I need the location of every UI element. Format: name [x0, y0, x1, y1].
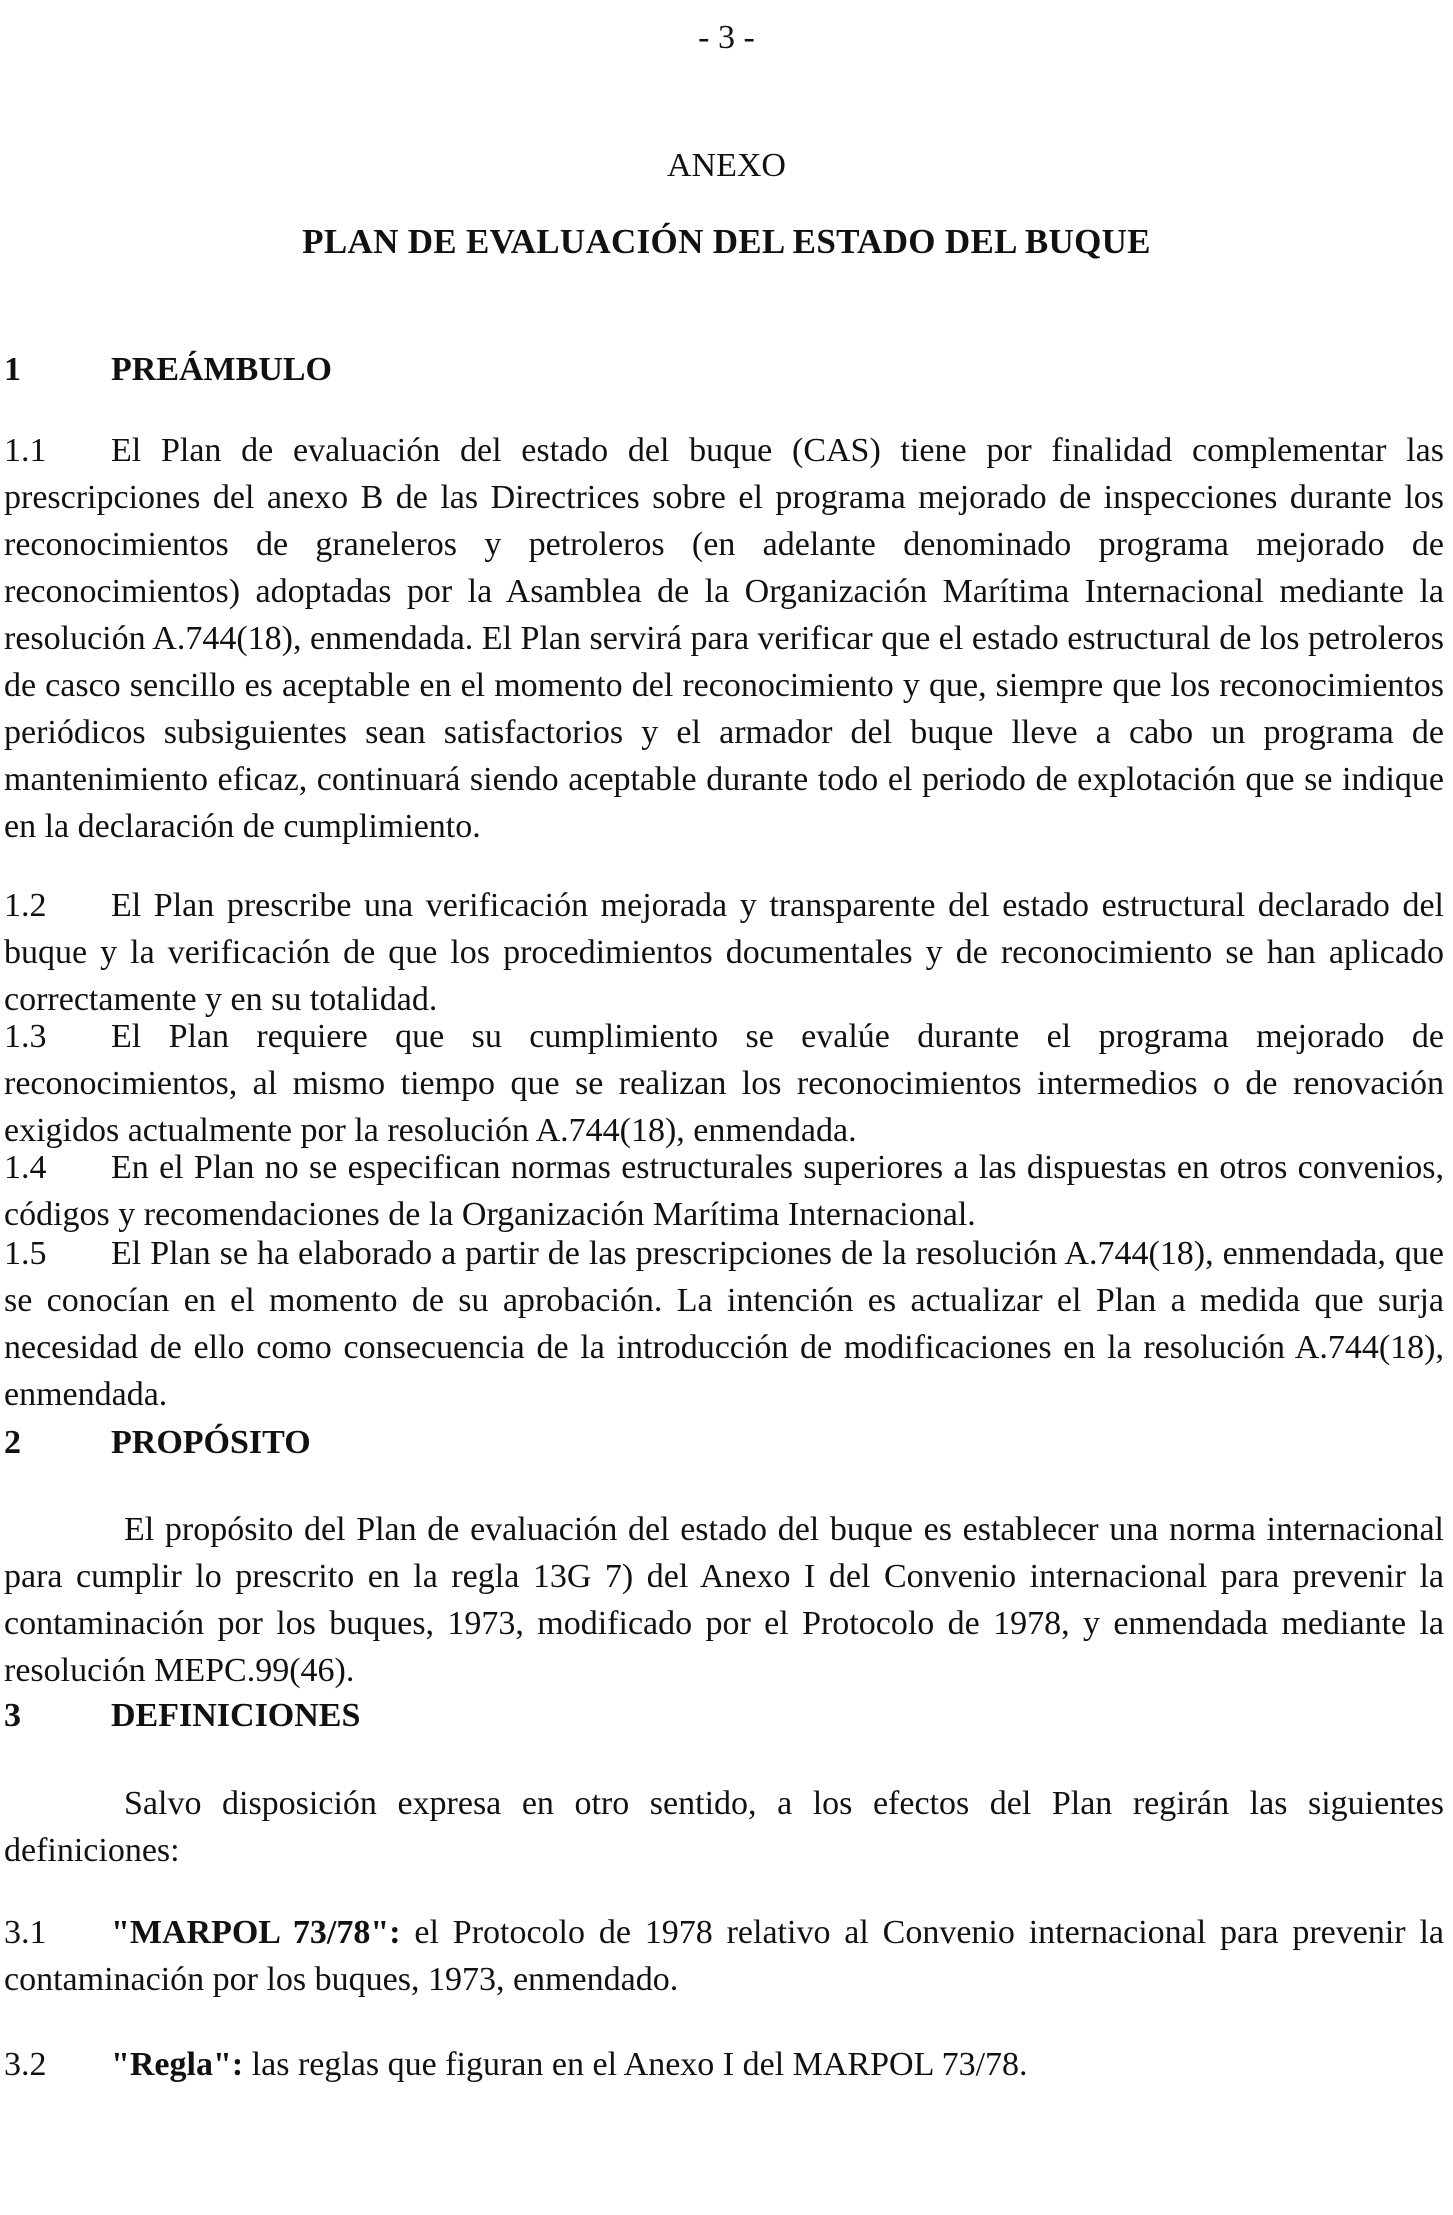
page-number: - 3 - [698, 19, 755, 56]
paragraph-number: 1.2 [4, 887, 47, 924]
paragraph-1-1 [4, 427, 1444, 850]
paragraph-text: El propósito del Plan de evaluación del estado del buque es establecer una norma internacional para cumplir lo prescrito en la regla 13G 7) del Anexo I del Convenio internacional para prevenir la contaminación por los buques, 1973, modificado por el Protocolo de 1978, y enmendada mediante la resolución MEPC.99(46). [4, 1511, 1444, 1689]
section-title: PROPÓSITO [111, 1424, 311, 1461]
definition-text: las reglas que figuran en el Anexo I del MARPOL 73/78. [251, 2046, 1028, 2083]
section-number: 1 [4, 351, 21, 388]
paragraph-number: 1.1 [4, 432, 47, 469]
paragraph-text: El Plan de evaluación del estado del buque (CAS) tiene por finalidad complementar las prescripciones del anexo B de las Directrices sobre el programa mejorado de inspecciones durante los reconocimientos de graneleros y petroleros (en adelante denominado programa mejorado de reconocimientos) adoptadas por la Asamblea de la Organización Marítima Internacional mediante la resolución A.744(18), enmendada. El Plan servirá para verificar que el estado estructural de los petroleros de casco sencillo es aceptable en el momento del reconocimiento y que, siempre que los reconocimientos periódicos subsiguientes sean satisfactorios y el armador del buque lleve a cabo un programa de mantenimiento eficaz, continuará siendo aceptable durante todo el periodo de explotación que se indique en la declaración de cumplimiento. [4, 432, 1444, 845]
paragraph-text: Salvo disposición expresa en otro sentido, a los efectos del Plan regirán las siguientes definiciones: [4, 1785, 1444, 1869]
annex-label: ANEXO [667, 147, 786, 184]
definition-term: "MARPOL 73/78": [111, 1914, 401, 1951]
paragraph-text: El Plan prescribe una verificación mejorada y transparente del estado estructural declarado del buque y la verificación de que los procedimientos documentales y de reconocimiento se han aplicado correctamente y en su totalidad. [4, 887, 1444, 1018]
paragraph-number: 1.3 [4, 1018, 47, 1055]
paragraph-number: 3.1 [4, 1914, 47, 1951]
paragraph-text: El Plan se ha elaborado a partir de las prescripciones de la resolución A.744(18), enmendada, que se conocían en el momento de su aprobación. La intención es actualizar el Plan a medida que surja necesidad de ello como consecuencia de la introducción de modificaciones en la resolución A.744(18), enmendada. [4, 1235, 1444, 1413]
paragraph-text: El Plan requiere que su cumplimiento se evalúe durante el programa mejorado de reconocimientos, al mismo tiempo que se realizan los reconocimientos intermedios o de renovación exigidos actualmente por la resolución A.744(18), enmendada. [4, 1018, 1444, 1149]
paragraph-number: 1.4 [4, 1149, 47, 1186]
section-number: 2 [4, 1424, 21, 1461]
paragraph-1-5 [4, 1230, 1444, 1418]
paragraph-1-2 [4, 882, 1444, 1023]
paragraph-text: En el Plan no se especifican normas estructurales superiores a las dispuestas en otros convenios, códigos y recomendaciones de la Organización Marítima Internacional. [4, 1149, 1444, 1233]
paragraph-1-3 [4, 1013, 1444, 1154]
definition-3-1 [4, 1909, 1444, 2003]
paragraph-number: 3.2 [4, 2046, 47, 2083]
paragraph-number: 1.5 [4, 1235, 47, 1272]
paragraph-1-4 [4, 1144, 1444, 1238]
definition-3-2 [4, 2041, 1444, 2088]
paragraph-3 [4, 1780, 1444, 1874]
paragraph-2 [4, 1506, 1444, 1694]
section-number: 3 [4, 1697, 21, 1734]
definition-text: el Protocolo de 1978 relativo al Convenio internacional para prevenir la contaminación por los buques, 1973, enmendado. [4, 1914, 1444, 1998]
definition-term: "Regla": [111, 2046, 244, 2083]
document-title: PLAN DE EVALUACIÓN DEL ESTADO DEL BUQUE [302, 222, 1151, 261]
section-title: PREÁMBULO [111, 351, 332, 388]
section-title: DEFINICIONES [111, 1697, 361, 1734]
